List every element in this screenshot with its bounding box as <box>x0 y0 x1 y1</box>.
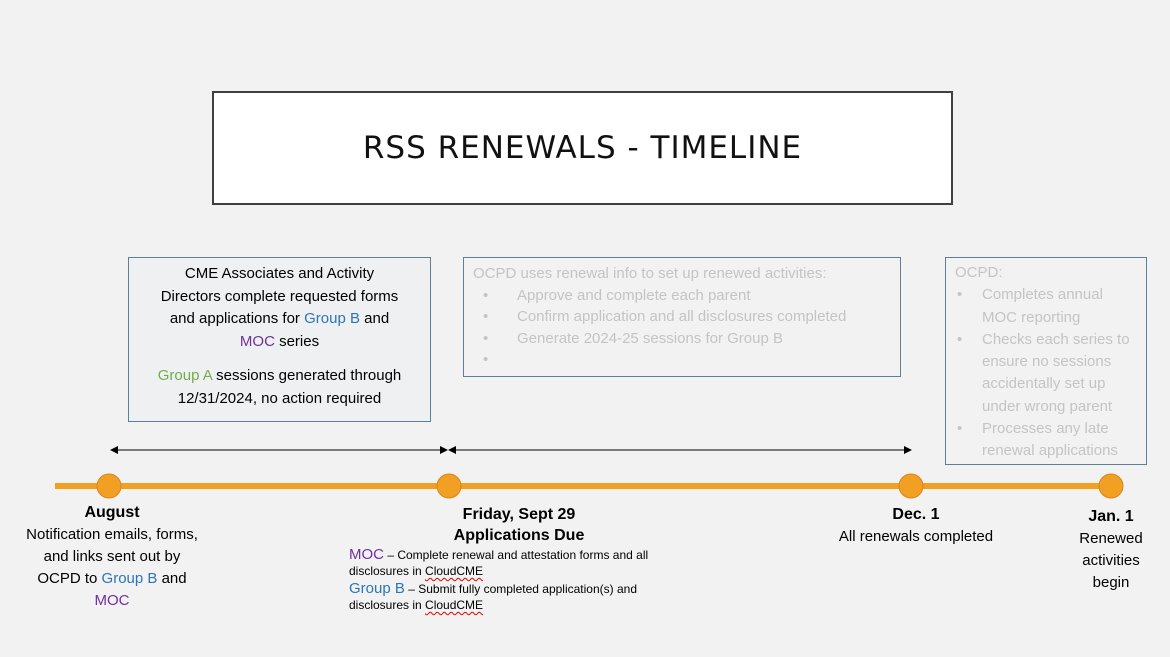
box3-heading: OCPD: <box>955 264 1003 281</box>
list-item: • Completes annual MOC reporting <box>955 284 1140 329</box>
milestone-august-title: August <box>84 504 140 521</box>
milestone-dot-jan <box>1099 474 1123 498</box>
milestone-dot-august <box>97 474 121 498</box>
milestone-sept-title: Friday, Sept 29 <box>462 506 576 523</box>
moc-label: MOC <box>349 546 384 563</box>
moc-label: MOC <box>94 592 130 609</box>
list-item: • Checks each series to ensure no sessions accidentally set up under wrong parent <box>955 329 1140 418</box>
milestone-dot-dec <box>899 474 923 498</box>
sept-details <box>349 547 769 613</box>
milestone-dec-title: Dec. 1 <box>892 506 940 523</box>
august-line2: and links sent out by <box>43 548 181 565</box>
page-title: RSS RENEWALS - TIMELINE <box>362 130 803 166</box>
list-item: • Generate 2024-25 sessions for Group B <box>473 328 900 350</box>
box1-line3: and applications for Group B and <box>169 310 390 327</box>
dec-line1: All renewals completed <box>838 528 994 545</box>
group-b-label: Group B <box>349 580 405 597</box>
jan-line1: Renewed <box>1079 530 1143 547</box>
box1-line4: MOC series <box>239 332 320 350</box>
milestone-jan <box>1060 506 1162 594</box>
sept-moc-line2: disclosures in CloudCME <box>349 564 484 578</box>
box1-line2: Directors complete requested forms <box>160 287 399 305</box>
box1-line6: 12/31/2024, no action required <box>177 389 382 407</box>
box1-line1: CME Associates and Activity <box>184 265 375 282</box>
sept-groupb-line2: disclosures in CloudCME <box>349 598 484 612</box>
sept-moc-line1: MOC – Complete renewal and attestation forms and all <box>349 546 649 563</box>
moc-label: MOC <box>239 332 275 350</box>
group-b-label: Group B <box>101 570 158 587</box>
august-line3: OCPD to Group B and <box>37 570 187 587</box>
august-line1: Notification emails, forms, <box>26 526 198 543</box>
jan-line3: begin <box>1092 574 1130 591</box>
milestone-dec <box>816 504 1016 548</box>
list-item: • Processes any late renewal applications <box>955 418 1140 463</box>
list-item: • Confirm application and all disclosures completed <box>473 306 900 328</box>
group-b-label: Group B <box>304 310 360 327</box>
list-item: • Approve and complete each parent <box>473 285 900 307</box>
sept-groupb-line1: Group B – Submit fully completed application(s) and <box>349 580 637 597</box>
milestone-dot-sept <box>437 474 461 498</box>
box1-line5: Group A sessions generated through <box>157 367 402 384</box>
group-a-label: Group A <box>157 367 212 384</box>
milestone-sept-subtitle: Applications Due <box>453 527 585 544</box>
jan-line2: activities <box>1082 552 1140 569</box>
milestone-august <box>6 502 218 612</box>
milestone-jan-title: Jan. 1 <box>1088 508 1134 525</box>
box2-heading: OCPD uses renewal info to set up renewed activities: <box>473 265 827 282</box>
milestone-sept <box>394 504 644 546</box>
